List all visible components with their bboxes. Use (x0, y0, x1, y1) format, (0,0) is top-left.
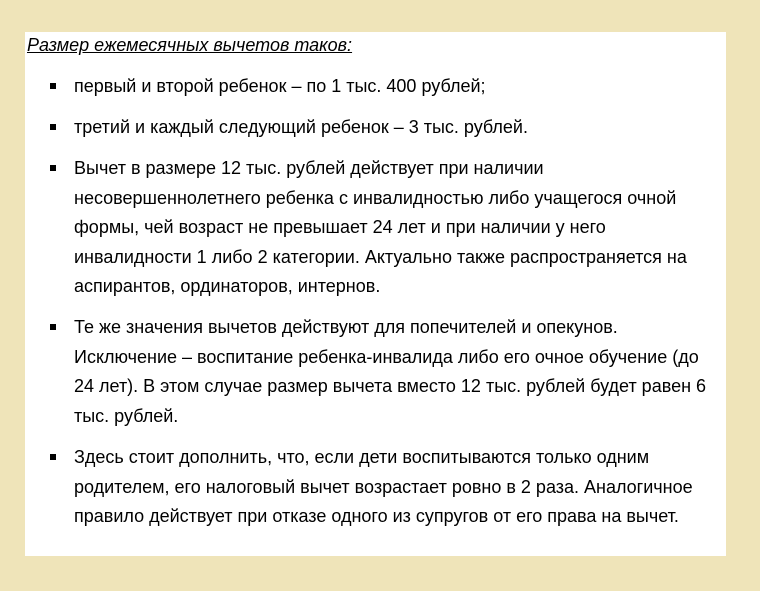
list-item-text: третий и каждый следующий ребенок – 3 тыс. рублей. (74, 117, 528, 137)
document-panel (25, 32, 726, 556)
bullet-icon (50, 83, 56, 89)
section-heading: Размер ежемесячных вычетов таков: (27, 35, 353, 55)
bullet-icon (50, 324, 56, 330)
list-item-text: Те же значения вычетов действуют для попечителей и опекунов. Исключение – воспитание ребенка-инвалида либо его очное обучение (до 24 лет). В этом случае размер вычета вместо 12 тыс. рублей будет равен 6 тыс. рублей. (74, 317, 707, 426)
list-item-text: Здесь стоит дополнить, что, если дети воспитываются только одним родителем, его налоговый вычет возрастает ровно в 2 раза. Аналогичное правило действует при отказе одного из супругов от его права на вычет. (74, 447, 693, 526)
bullet-icon (50, 165, 56, 171)
list-item-text: первый и второй ребенок – по 1 тыс. 400 рублей; (74, 76, 486, 96)
list-item-text: Вычет в размере 12 тыс. рублей действует при наличии несовершеннолетнего ребенка с инвалидностью либо учащегося очной формы, чей возраст не превышает 24 лет и при наличии у него инвалидности 1 либо 2 категории. Актуально также распространяется на аспирантов, ординаторов, интернов. (74, 158, 687, 296)
bullet-icon (50, 124, 56, 130)
bullet-icon (50, 454, 56, 460)
